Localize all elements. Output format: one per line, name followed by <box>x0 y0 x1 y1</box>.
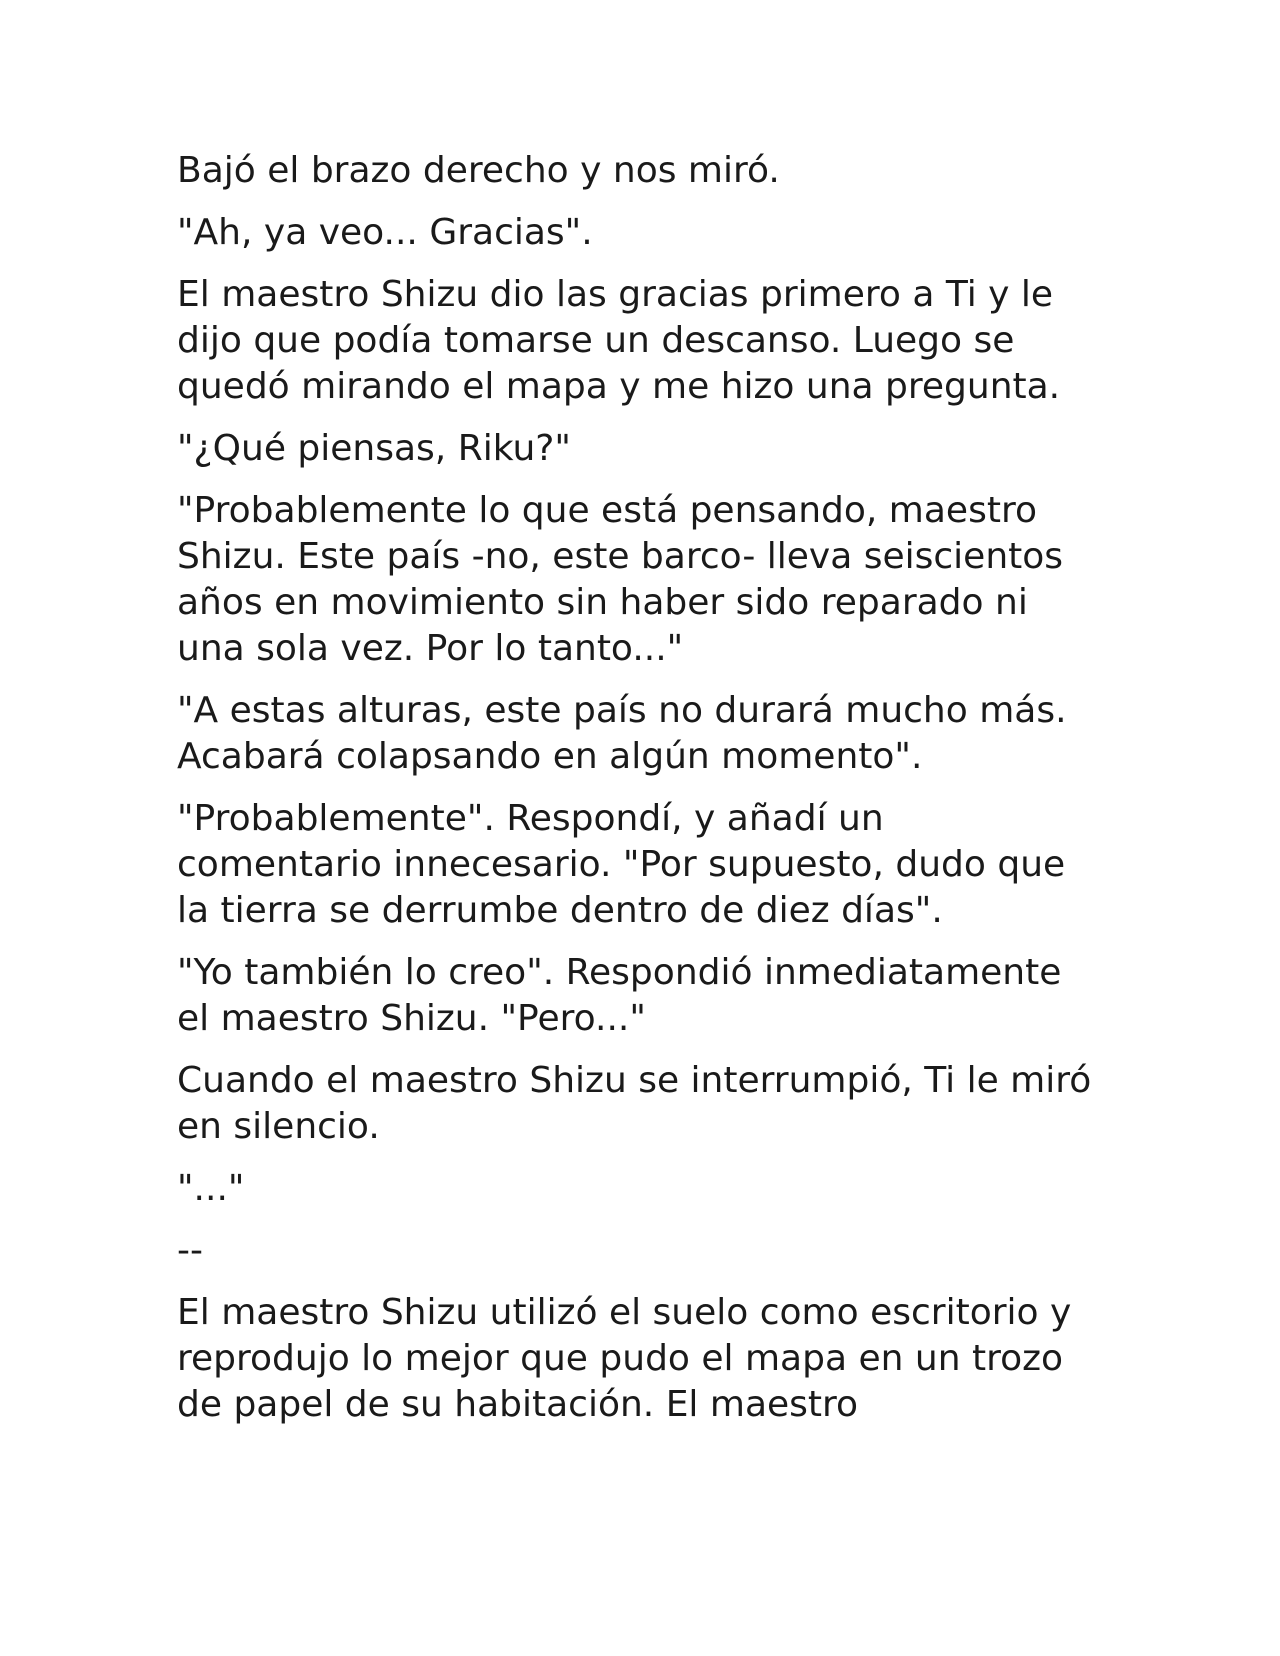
document-page <box>177 148 1097 1444</box>
paragraph: "A estas alturas, este país no durará mucho más. Acabará colapsando en algún momento". <box>177 690 1067 777</box>
paragraph: El maestro Shizu utilizó el suelo como escritorio y reprodujo lo mejor que pudo el mapa en un trozo de papel de su habitación. El maestro <box>177 1292 1072 1425</box>
paragraph: "Ah, ya veo... Gracias". <box>177 212 593 253</box>
paragraph: Cuando el maestro Shizu se interrumpió, Ti le miró en silencio. <box>177 1060 1092 1147</box>
paragraph: "Yo también lo creo". Respondió inmediatamente el maestro Shizu. "Pero..." <box>177 952 1062 1039</box>
paragraph: "¿Qué piensas, Riku?" <box>177 428 571 469</box>
paragraph: "Probablemente lo que está pensando, maestro Shizu. Este país -no, este barco- lleva seiscientos años en movimiento sin haber sido reparado ni una sola vez. Por lo tanto..." <box>177 490 1064 669</box>
paragraph: El maestro Shizu dio las gracias primero a Ti y le dijo que podía tomarse un descanso. Luego se quedó mirando el mapa y me hizo una pregunta. <box>177 274 1061 407</box>
paragraph: Bajó el brazo derecho y nos miró. <box>177 150 780 191</box>
paragraph: "Probablemente". Respondí, y añadí un comentario innecesario. "Por supuesto, dudo que la tierra se derrumbe dentro de diez días". <box>177 798 1066 931</box>
scene-break: -- <box>177 1230 203 1271</box>
paragraph: "..." <box>177 1168 245 1209</box>
